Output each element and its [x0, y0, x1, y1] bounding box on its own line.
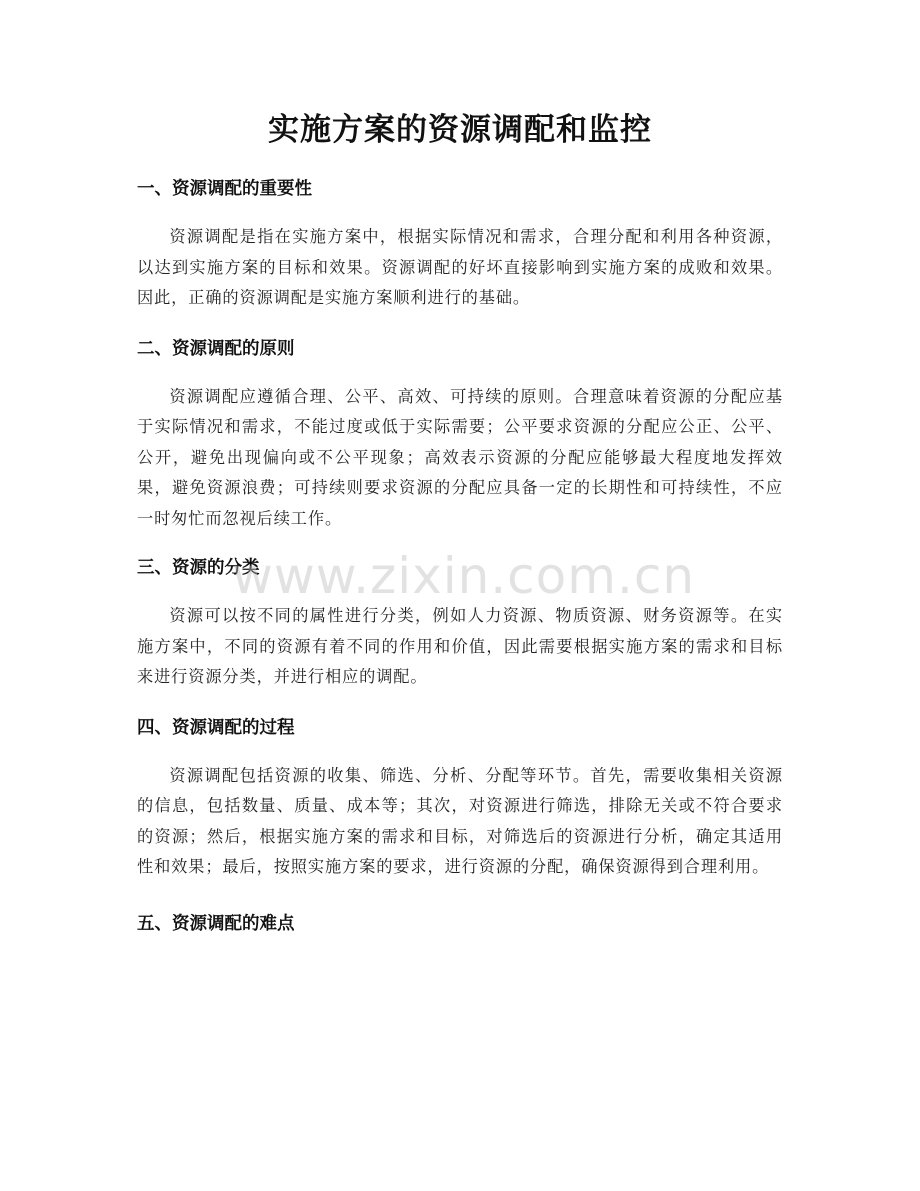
section-paragraph-importance: 资源调配是指在实施方案中，根据实际情况和需求，合理分配和利用各种资源，以达到实施方案的目标和效果。资源调配的好坏直接影响到实施方案的成败和效果。因此，正确的资源调配是实施方案顺利进行的基础。 — [137, 227, 783, 307]
section-heading-process: 四、资源调配的过程 — [137, 717, 295, 738]
section-heading-importance: 一、资源调配的重要性 — [137, 179, 312, 199]
section-heading-classification: 三、资源的分类 — [137, 558, 260, 578]
section-heading-difficulties: 五、资源调配的难点 — [137, 913, 295, 934]
watermark: www.zixin.com.cn — [232, 547, 696, 605]
section-paragraph-process: 资源调配包括资源的收集、筛选、分析、分配等环节。首先，需要收集相关资源的信息，包括数量、质量、成本等；其次，对资源进行筛选，排除无关或不符合要求的资源；然后，根据实施方案的需求和目标，对筛选后的资源进行分析，确定其适用性和效果；最后，按照实施方案的要求，进行资源的分配，确保资源得到合理利用。 — [137, 765, 783, 876]
section-paragraph-principles: 资源调配应遵循合理、公平、高效、可持续的原则。合理意味着资源的分配应基于实际情况和需求，不能过度或低于实际需要；公平要求资源的分配应公正、公平、公开，避免出现偏向或不公平现象；高效表示资源的分配应能够最大程度地发挥效果，避免资源浪费；可持续则要求资源的分配应具备一定的长期性和可持续性，不应一时匆忙而忽视后续工作。 — [137, 386, 783, 528]
section-heading-principles: 二、资源调配的原则 — [137, 338, 295, 359]
section-paragraph-classification: 资源可以按不同的属性进行分类，例如人力资源、物质资源、财务资源等。在实施方案中，不同的资源有着不同的作用和价值，因此需要根据实施方案的需求和目标来进行资源分类，并进行相应的调配。 — [137, 606, 783, 686]
document-title: 实施方案的资源调配和监控 — [268, 112, 652, 148]
